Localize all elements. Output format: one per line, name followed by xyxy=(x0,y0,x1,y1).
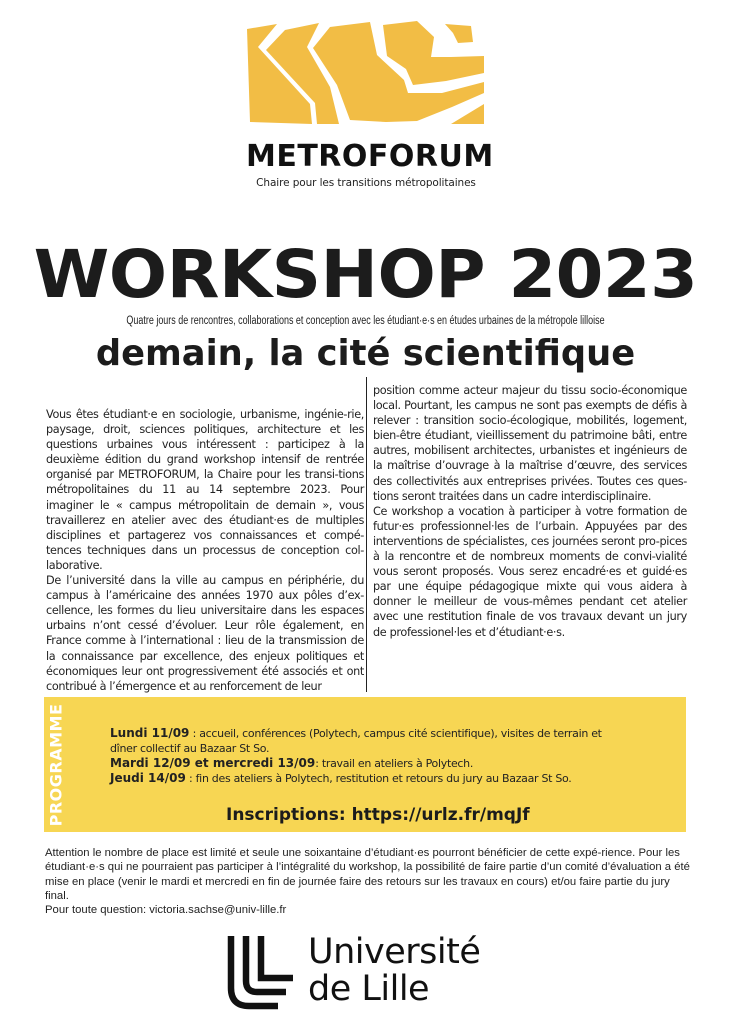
notice xyxy=(45,846,695,917)
programme-list xyxy=(110,726,680,786)
page-title: WORKSHOP 2023 xyxy=(33,236,698,313)
workshop-theme: demain, la cité scientifique xyxy=(95,333,636,374)
programme-text: : accueil, conférences (Polytech, campus cité scientifique), visites de terrain et xyxy=(189,727,602,740)
column-divider xyxy=(366,377,367,692)
notice-paragraph: Attention le nombre de place est limité et seule une soixantaine d’étudiant·es pourront bénéficier de cette expé-rience. Pour les étudiant·e·s qui ne pourraient pas participer à l’intégralité du workshop, la possibilité de faire partie d’un comité d’évaluation a été mise en place (venir le mardi et mercredi en fin de journée faire des retours sur les travaux en cours) et/ou faire partie du jury final. xyxy=(45,847,690,902)
description-paragraph: De l’université dans la ville au campus en périphérie, du campus à l’américaine des années 1970 aux pôles d’ex-cellence, les formes du lieu universitaire dans les espaces urbains n’ont cessé d’évoluer. Leur rôle également, en France comme à l’international : lieu de la transmission de la connaissance par excellence, des enjeux politiques et économiques leur ont progressivement été associés et ont contribué à l’émergence et au renforcement de leur xyxy=(46,574,364,693)
programme-box xyxy=(44,697,686,832)
programme-text: : fin des ateliers à Polytech, restitution et retours du jury au Bazaar St So. xyxy=(185,772,572,785)
logo-shape-6 xyxy=(451,104,484,124)
description-right-column xyxy=(373,375,687,640)
programme-item xyxy=(110,771,680,786)
ulille-l-inner xyxy=(261,936,293,978)
universite-de-lille-wordmark xyxy=(308,934,480,1008)
programme-item xyxy=(110,726,680,741)
brand-name: METROFORUM xyxy=(246,139,494,174)
ulille-l-middle xyxy=(246,936,286,992)
programme-text: : travail en ateliers à Polytech. xyxy=(315,757,474,770)
programme-label-text: PROGRAMME xyxy=(46,703,65,827)
inscriptions-link[interactable]: Inscriptions: https://urlz.fr/mqJf xyxy=(226,805,530,825)
programme-item-continuation: dîner collectif au Bazaar St So. xyxy=(110,742,270,755)
description-paragraph: Vous êtes étudiant·e en sociologie, urbanisme, ingénie-rie, paysage, droit, sciences politiques, architecture et les questions urbaines vous intéressent : participez à la deuxième édition du grand workshop intensif de rentrée organisé par METROFORUM, la Chaire pour les transi-tions métropolitaines du 11 au 14 septembre 2023. Pour imaginer le « campus métropolitain de demain », vous travaillerez en atelier avec des étudiant·es de multiples disciplines et partagerez vos connaissances et compé-tences techniques dans un processus de conception col-laborative. xyxy=(46,408,364,572)
brand-tagline: Chaire pour les transitions métropolitaines xyxy=(256,177,476,189)
universite-de-lille-icon xyxy=(226,936,294,1010)
programme-item xyxy=(110,756,680,771)
description-paragraph: position comme acteur majeur du tissu socio-économique local. Pourtant, les campus ne sont pas exempts de défis à relever : transition socio-écologique, mobilités, logement, bien-être étudiant, vieillissement du patrimoine bâti, entre autres, mobilisent architectes, urbanistes et ingénieurs de la maîtrise d’ouvrage à la maîtrise d’œuvre, des services des collectivités aux entreprises privées. Toutes ces ques-tions seront traitées dans un cadre interdisciplinaire. xyxy=(373,384,687,503)
description-left-column xyxy=(46,407,364,694)
contact-line[interactable]: Pour toute question: victoria.sachse@univ-lille.fr xyxy=(45,904,287,917)
programme-day: Mardi 12/09 et mercredi 13/09 xyxy=(110,756,316,770)
university-line-2: de Lille xyxy=(308,969,430,1009)
description-paragraph: Ce workshop a vocation à participer à votre formation de futur·es professionnel·les de l’urbain. Appuyées par des interventions de spécialistes, ces journées seront pro-pices à la rencontre et de nombreux moments de convi-vialité vous seront proposés. Vous serez encadré·es et guidé·es par une équipe pédagogique mixte qui vous aidera à donner le meilleur de vous-mêmes pendant cet atelier avec une restitution finale de vos travaux devant un jury de professionel·les et d’étudiant·e·s. xyxy=(373,504,687,639)
logo-shape-5 xyxy=(445,24,473,43)
page-subtitle: Quatre jours de rencontres, collaborations et conception avec les étudiant·e·s en études urbaines de la métropole lilloise xyxy=(126,315,605,327)
programme-day: Jeudi 14/09 xyxy=(110,771,186,785)
university-line-1: Université xyxy=(308,932,481,972)
metroforum-logo-icon xyxy=(246,20,484,126)
ulille-l-outer xyxy=(231,936,278,1006)
programme-day: Lundi 11/09 xyxy=(110,726,190,740)
